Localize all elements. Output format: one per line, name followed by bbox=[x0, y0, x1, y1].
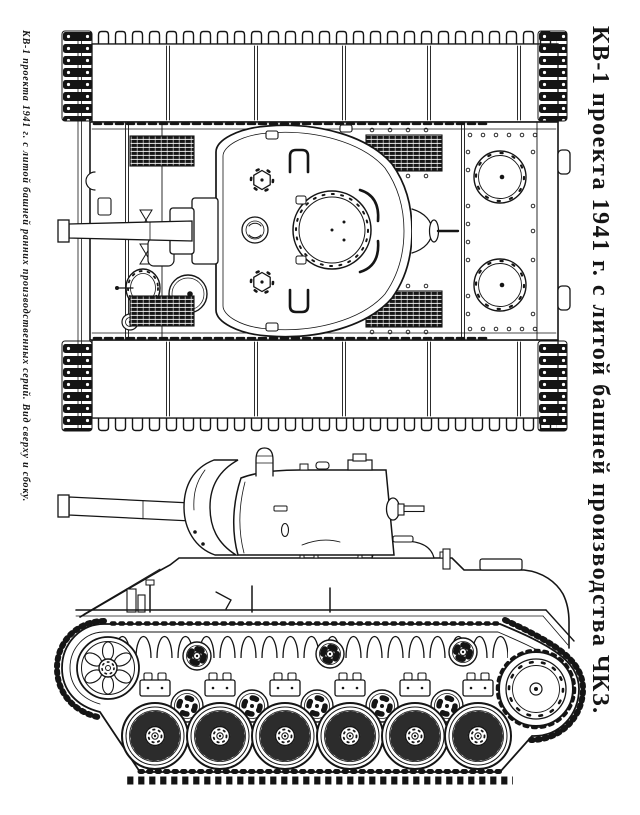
idler-wheel bbox=[77, 637, 139, 699]
tow-hook-bottom bbox=[558, 286, 570, 310]
caption-right: КВ-1 проекта 1941 г. с литой башней производства ЧКЗ. bbox=[587, 26, 613, 715]
caption-left: КВ-1 проекта 1941 г. с литой башней ранних производственных серий. Вид сверху и сбоку. bbox=[20, 30, 31, 503]
gun-mantlet bbox=[184, 460, 238, 555]
tow-hook-top bbox=[558, 150, 570, 174]
drive-sprocket bbox=[498, 651, 575, 728]
top-view-drawing bbox=[58, 30, 570, 432]
side-view-running-gear bbox=[57, 620, 583, 786]
side-view-gun bbox=[58, 460, 238, 555]
side-view-drawing bbox=[57, 448, 583, 786]
